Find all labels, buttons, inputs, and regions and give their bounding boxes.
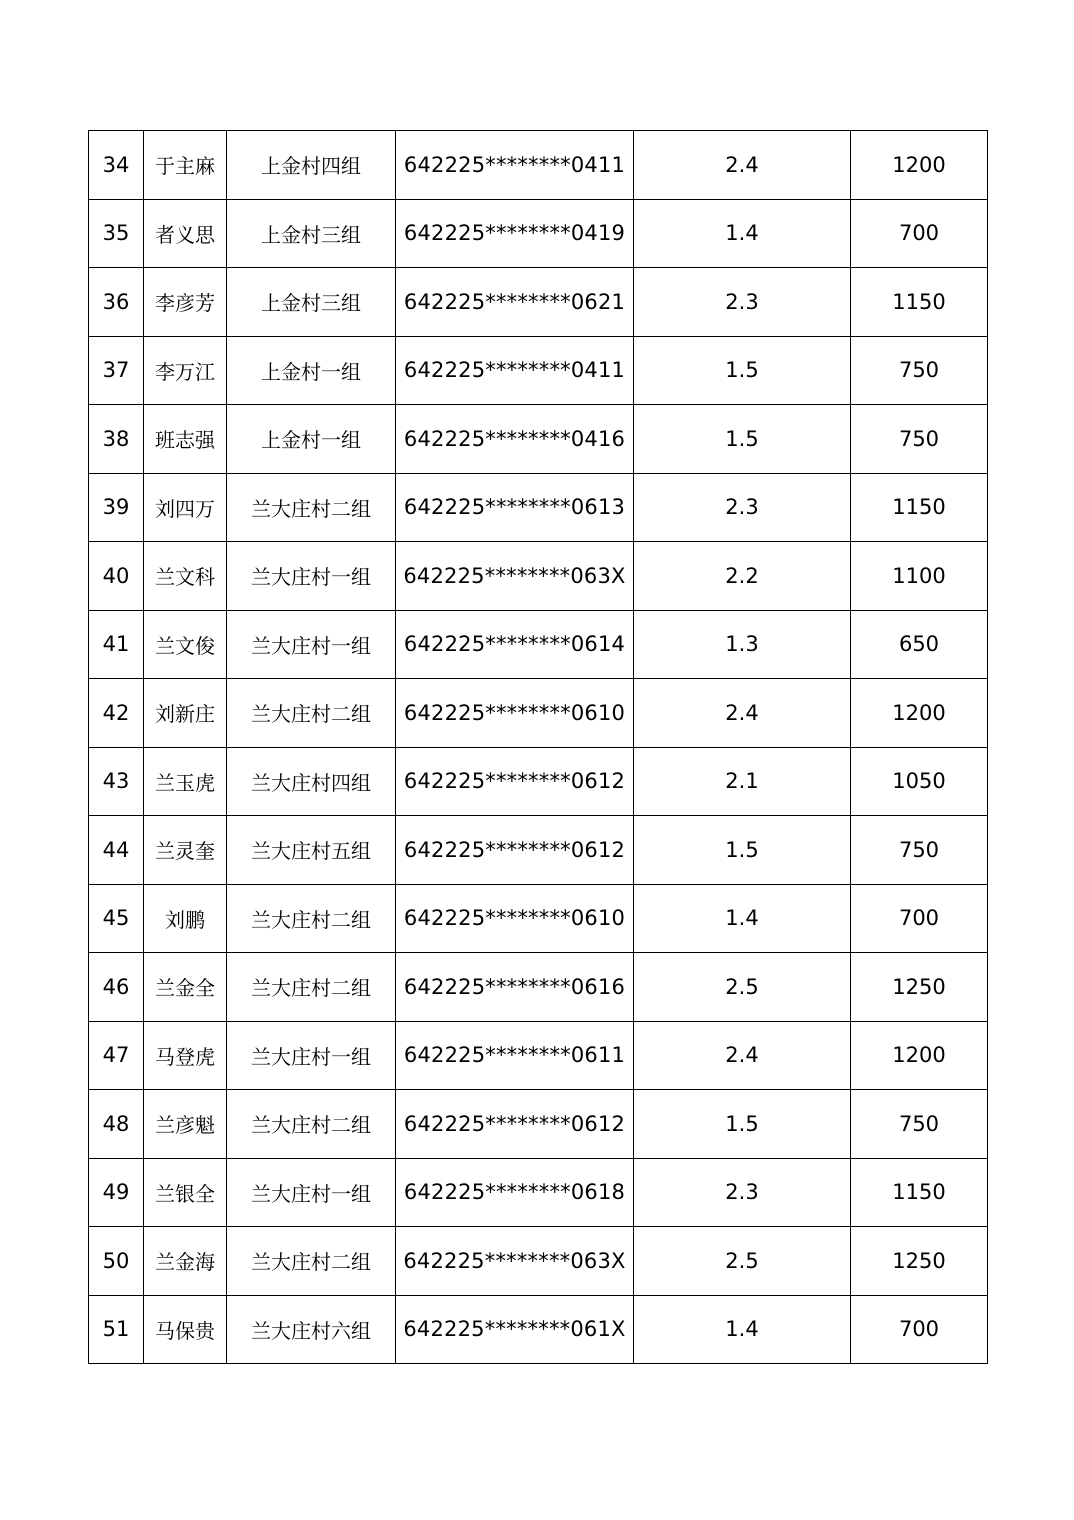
area-cell: 1.4 (634, 884, 851, 953)
area-cell: 1.5 (634, 336, 851, 405)
id-number-cell: 642225********0612 (396, 816, 634, 885)
address-cell: 上金村一组 (227, 336, 396, 405)
address-cell: 兰大庄村一组 (227, 1158, 396, 1227)
name-cell: 兰金海 (144, 1227, 227, 1296)
amount-cell: 750 (851, 336, 988, 405)
address-cell: 兰大庄村二组 (227, 679, 396, 748)
address-cell: 兰大庄村二组 (227, 1090, 396, 1159)
amount-cell: 650 (851, 610, 988, 679)
name-cell: 兰玉虎 (144, 747, 227, 816)
row-number-cell: 47 (89, 1021, 144, 1090)
id-number-cell: 642225********063X (396, 542, 634, 611)
id-number-cell: 642225********0613 (396, 473, 634, 542)
table-row (89, 1227, 988, 1296)
row-number-cell: 37 (89, 336, 144, 405)
table-row (89, 336, 988, 405)
area-cell: 2.4 (634, 679, 851, 748)
row-number-cell: 49 (89, 1158, 144, 1227)
id-number-cell: 642225********061X (396, 1295, 634, 1364)
id-number-cell: 642225********0411 (396, 336, 634, 405)
amount-cell: 1250 (851, 1227, 988, 1296)
table-row (89, 405, 988, 474)
name-cell: 兰彦魁 (144, 1090, 227, 1159)
name-cell: 于主麻 (144, 131, 227, 200)
row-number-cell: 34 (89, 131, 144, 200)
area-cell: 2.5 (634, 953, 851, 1022)
records-table (88, 130, 988, 1364)
row-number-cell: 44 (89, 816, 144, 885)
amount-cell: 700 (851, 1295, 988, 1364)
address-cell: 兰大庄村四组 (227, 747, 396, 816)
address-cell: 兰大庄村二组 (227, 1227, 396, 1296)
address-cell: 兰大庄村二组 (227, 953, 396, 1022)
id-number-cell: 642225********0610 (396, 884, 634, 953)
id-number-cell: 642225********063X (396, 1227, 634, 1296)
records-table-body (89, 131, 988, 1364)
table-row (89, 131, 988, 200)
name-cell: 刘新庄 (144, 679, 227, 748)
name-cell: 马登虎 (144, 1021, 227, 1090)
amount-cell: 1200 (851, 1021, 988, 1090)
name-cell: 兰灵奎 (144, 816, 227, 885)
amount-cell: 1150 (851, 1158, 988, 1227)
amount-cell: 750 (851, 816, 988, 885)
name-cell: 李彦芳 (144, 268, 227, 337)
row-number-cell: 50 (89, 1227, 144, 1296)
area-cell: 1.4 (634, 1295, 851, 1364)
table-row (89, 199, 988, 268)
address-cell: 兰大庄村一组 (227, 1021, 396, 1090)
name-cell: 兰文科 (144, 542, 227, 611)
amount-cell: 1200 (851, 131, 988, 200)
amount-cell: 700 (851, 199, 988, 268)
row-number-cell: 36 (89, 268, 144, 337)
row-number-cell: 38 (89, 405, 144, 474)
area-cell: 2.4 (634, 1021, 851, 1090)
id-number-cell: 642225********0611 (396, 1021, 634, 1090)
amount-cell: 1200 (851, 679, 988, 748)
name-cell: 班志强 (144, 405, 227, 474)
table-row (89, 884, 988, 953)
id-number-cell: 642225********0618 (396, 1158, 634, 1227)
row-number-cell: 42 (89, 679, 144, 748)
amount-cell: 750 (851, 405, 988, 474)
id-number-cell: 642225********0616 (396, 953, 634, 1022)
address-cell: 兰大庄村一组 (227, 610, 396, 679)
id-number-cell: 642225********0610 (396, 679, 634, 748)
id-number-cell: 642225********0612 (396, 747, 634, 816)
area-cell: 1.5 (634, 816, 851, 885)
amount-cell: 1150 (851, 268, 988, 337)
id-number-cell: 642225********0419 (396, 199, 634, 268)
address-cell: 兰大庄村五组 (227, 816, 396, 885)
amount-cell: 1100 (851, 542, 988, 611)
area-cell: 1.5 (634, 405, 851, 474)
amount-cell: 1050 (851, 747, 988, 816)
area-cell: 1.5 (634, 1090, 851, 1159)
table-row (89, 953, 988, 1022)
table-row (89, 679, 988, 748)
row-number-cell: 48 (89, 1090, 144, 1159)
name-cell: 李万江 (144, 336, 227, 405)
row-number-cell: 35 (89, 199, 144, 268)
name-cell: 兰文俊 (144, 610, 227, 679)
address-cell: 上金村四组 (227, 131, 396, 200)
table-row (89, 542, 988, 611)
address-cell: 兰大庄村一组 (227, 542, 396, 611)
name-cell: 刘鹏 (144, 884, 227, 953)
name-cell: 者义思 (144, 199, 227, 268)
area-cell: 2.2 (634, 542, 851, 611)
area-cell: 2.1 (634, 747, 851, 816)
row-number-cell: 40 (89, 542, 144, 611)
amount-cell: 1250 (851, 953, 988, 1022)
table-row (89, 747, 988, 816)
id-number-cell: 642225********0416 (396, 405, 634, 474)
address-cell: 上金村三组 (227, 199, 396, 268)
area-cell: 2.3 (634, 1158, 851, 1227)
id-number-cell: 642225********0612 (396, 1090, 634, 1159)
area-cell: 2.3 (634, 473, 851, 542)
table-row (89, 473, 988, 542)
row-number-cell: 39 (89, 473, 144, 542)
area-cell: 2.4 (634, 131, 851, 200)
address-cell: 上金村一组 (227, 405, 396, 474)
address-cell: 兰大庄村二组 (227, 473, 396, 542)
row-number-cell: 46 (89, 953, 144, 1022)
area-cell: 2.5 (634, 1227, 851, 1296)
name-cell: 兰银全 (144, 1158, 227, 1227)
id-number-cell: 642225********0621 (396, 268, 634, 337)
address-cell: 上金村三组 (227, 268, 396, 337)
table-row (89, 816, 988, 885)
table-row (89, 1295, 988, 1364)
amount-cell: 1150 (851, 473, 988, 542)
table-row (89, 1021, 988, 1090)
id-number-cell: 642225********0614 (396, 610, 634, 679)
table-row (89, 1158, 988, 1227)
name-cell: 马保贵 (144, 1295, 227, 1364)
area-cell: 1.3 (634, 610, 851, 679)
address-cell: 兰大庄村二组 (227, 884, 396, 953)
id-number-cell: 642225********0411 (396, 131, 634, 200)
row-number-cell: 51 (89, 1295, 144, 1364)
table-row (89, 268, 988, 337)
area-cell: 2.3 (634, 268, 851, 337)
amount-cell: 750 (851, 1090, 988, 1159)
table-row (89, 610, 988, 679)
row-number-cell: 43 (89, 747, 144, 816)
name-cell: 刘四万 (144, 473, 227, 542)
table-row (89, 1090, 988, 1159)
address-cell: 兰大庄村六组 (227, 1295, 396, 1364)
name-cell: 兰金全 (144, 953, 227, 1022)
area-cell: 1.4 (634, 199, 851, 268)
row-number-cell: 45 (89, 884, 144, 953)
amount-cell: 700 (851, 884, 988, 953)
row-number-cell: 41 (89, 610, 144, 679)
